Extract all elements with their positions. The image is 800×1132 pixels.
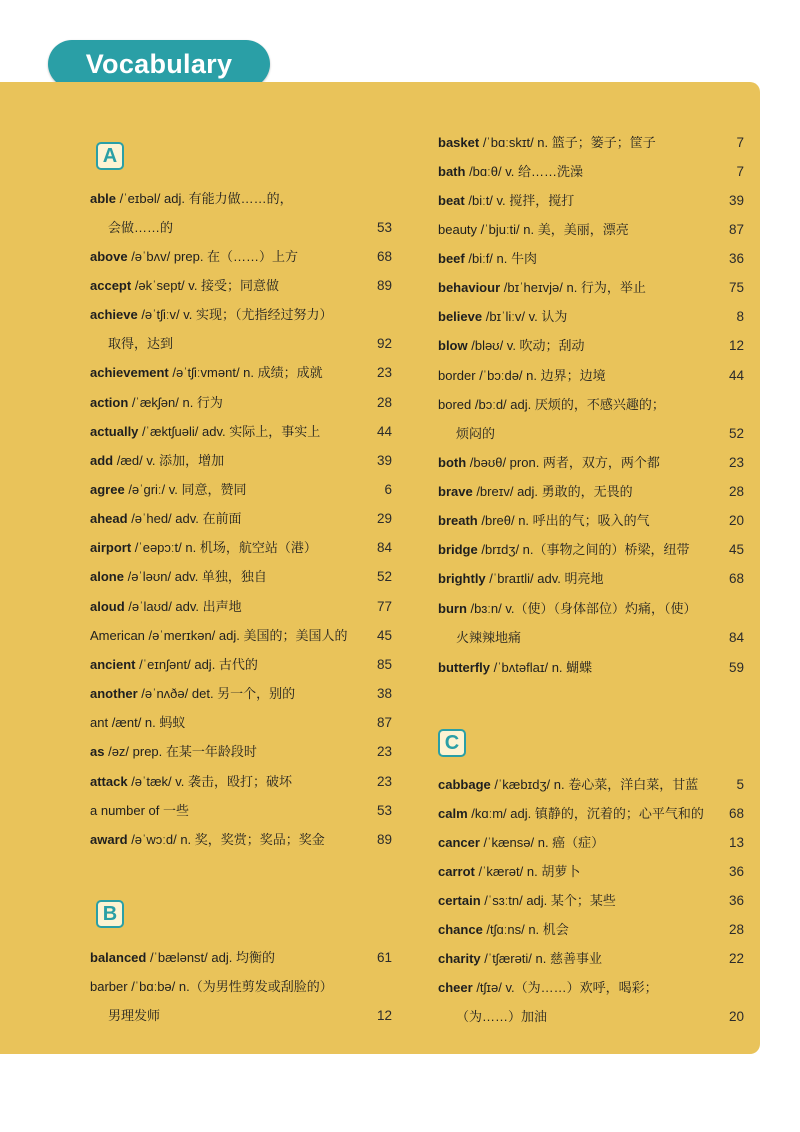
vocab-entry bbox=[90, 187, 392, 211]
entry-page-number: 23 bbox=[376, 774, 392, 789]
entry-page-number: 29 bbox=[376, 511, 392, 526]
vocab-entry bbox=[438, 480, 744, 504]
entry-page-number: 12 bbox=[728, 338, 744, 353]
entry-word: brightly bbox=[438, 571, 486, 586]
entry-text bbox=[90, 686, 295, 701]
entry-definition: /ˈbjuːti/ n. 美，美丽，漂亮 bbox=[477, 222, 629, 237]
entry-word: above bbox=[90, 249, 128, 264]
section-letter-c: C bbox=[438, 729, 466, 757]
entry-word: cancer bbox=[438, 835, 480, 850]
entry-text bbox=[438, 630, 521, 645]
entry-text bbox=[90, 569, 267, 584]
entry-definition: /əˈbʌv/ prep. 在（……）上方 bbox=[127, 249, 299, 264]
entry-page-number: 39 bbox=[376, 453, 392, 468]
vocab-entry bbox=[90, 595, 392, 619]
entry-definition: /ˈbʌtəflaɪ/ n. 蝴蝶 bbox=[490, 660, 593, 675]
entry-page-number: 5 bbox=[736, 777, 744, 792]
entry-text bbox=[90, 249, 298, 264]
entry-page-number: 20 bbox=[728, 1009, 744, 1024]
entry-text bbox=[438, 455, 660, 470]
entry-page-number: 52 bbox=[728, 426, 744, 441]
vocab-entry bbox=[438, 831, 744, 855]
entry-page-number: 20 bbox=[728, 513, 744, 528]
entry-page-number: 53 bbox=[376, 220, 392, 235]
entry-text bbox=[438, 426, 495, 441]
entry-definition: /tʃɑːns/ n. 机会 bbox=[482, 922, 569, 937]
entry-definition: /kɑːm/ adj. 镇静的，沉着的；心平气和的 bbox=[467, 806, 704, 821]
entry-page-number: 28 bbox=[728, 922, 744, 937]
entry-word: border bbox=[438, 368, 476, 383]
vocab-entry bbox=[438, 918, 744, 942]
entry-text bbox=[90, 774, 292, 789]
entry-text bbox=[438, 777, 698, 792]
entry-page-number: 87 bbox=[376, 715, 392, 730]
entry-definition: /ˈkæbɪdʒ/ n. 卷心菜，洋白菜，甘蓝 bbox=[490, 777, 699, 792]
entry-page-number: 28 bbox=[728, 484, 744, 499]
entry-definition: /ˈbraɪtli/ adv. 明亮地 bbox=[485, 571, 604, 586]
vocab-entry bbox=[438, 276, 744, 300]
entry-text bbox=[438, 397, 665, 412]
entry-definition: /ˈtʃærəti/ n. 慈善事业 bbox=[480, 951, 602, 966]
entry-word: chance bbox=[438, 922, 483, 937]
entry-definition: /əˈtʃiːvmənt/ n. 成绩；成就 bbox=[168, 365, 323, 380]
vocab-entry bbox=[438, 567, 744, 591]
entry-word: bored bbox=[438, 397, 472, 412]
entry-text bbox=[90, 657, 258, 672]
entry-definition: /ˈeɪbəl/ adj. 有能力做……的， bbox=[116, 191, 293, 206]
vocab-entry bbox=[438, 131, 744, 155]
vocab-entry bbox=[90, 682, 392, 706]
entry-definition: 烦闷的 bbox=[456, 426, 496, 441]
vocab-entry bbox=[438, 773, 744, 797]
entry-word: alone bbox=[90, 569, 124, 584]
entry-definition: /əkˈsept/ v. 接受；同意做 bbox=[131, 278, 280, 293]
entry-text bbox=[438, 135, 656, 150]
entry-word: American bbox=[90, 628, 145, 643]
entry-page-number: 68 bbox=[376, 249, 392, 264]
entry-word: add bbox=[90, 453, 114, 468]
entry-definition: /ˈækʃən/ n. 行为 bbox=[128, 395, 223, 410]
entry-word: beauty bbox=[438, 222, 478, 237]
entry-definition: /æd/ v. 添加，增加 bbox=[113, 453, 225, 468]
entry-word: barber bbox=[90, 979, 128, 994]
entry-page-number: 89 bbox=[376, 832, 392, 847]
entry-text bbox=[438, 571, 603, 586]
entry-page-number: 52 bbox=[376, 569, 392, 584]
vocab-entry bbox=[90, 449, 392, 473]
entry-page-number: 6 bbox=[384, 482, 392, 497]
entry-word: ahead bbox=[90, 511, 128, 526]
entry-page-number: 84 bbox=[376, 540, 392, 555]
entry-definition: /əˈnʌðə/ det. 另一个，别的 bbox=[137, 686, 296, 701]
entry-definition: /bɔːd/ adj. 厌烦的，不感兴趣的； bbox=[471, 397, 665, 412]
entry-page-number: 45 bbox=[728, 542, 744, 557]
entry-definition: /ˈkænsə/ n. 癌（症） bbox=[479, 835, 605, 850]
entry-definition: /əz/ prep. 在某一年龄段时 bbox=[104, 744, 257, 759]
entry-word: cheer bbox=[438, 980, 473, 995]
vocab-entry bbox=[438, 889, 744, 913]
entry-page-number: 84 bbox=[728, 630, 744, 645]
entry-definition: 取得，达到 bbox=[108, 336, 174, 351]
entry-definition: /ˈbɑːbə/ n.（为男性剪发或刮脸的） bbox=[127, 979, 333, 994]
entry-text bbox=[90, 950, 275, 965]
entry-page-number: 7 bbox=[736, 135, 744, 150]
entry-text bbox=[438, 484, 633, 499]
entry-word: achievement bbox=[90, 365, 169, 380]
entry-definition: /tʃɪə/ v.（为……）欢呼，喝彩； bbox=[472, 980, 658, 995]
entry-word: bath bbox=[438, 164, 466, 179]
entry-text bbox=[438, 542, 690, 557]
entry-page-number: 39 bbox=[728, 193, 744, 208]
entry-page-number: 87 bbox=[728, 222, 744, 237]
vocab-entry bbox=[438, 509, 744, 533]
entry-definition: /biːf/ n. 牛肉 bbox=[464, 251, 537, 266]
entry-word: breath bbox=[438, 513, 478, 528]
entry-definition: /əˈhed/ adv. 在前面 bbox=[127, 511, 242, 526]
entry-page-number: 61 bbox=[376, 950, 392, 965]
entry-text bbox=[90, 336, 173, 351]
entry-text bbox=[90, 424, 320, 439]
entry-text bbox=[90, 803, 189, 818]
entry-definition: /bəʊθ/ pron. 两者，双方，两个都 bbox=[466, 455, 660, 470]
vocab-entry bbox=[90, 332, 392, 356]
entry-text bbox=[438, 660, 592, 675]
vocab-entry bbox=[90, 975, 392, 999]
entry-page-number: 44 bbox=[376, 424, 392, 439]
entry-definition: /ˈbɑːskɪt/ n. 篮子；篓子；筐子 bbox=[479, 135, 656, 150]
entry-word: attack bbox=[90, 774, 128, 789]
vocab-entry bbox=[90, 711, 392, 735]
vocab-entry bbox=[438, 364, 744, 388]
vocab-entry bbox=[90, 303, 392, 327]
vocab-entry bbox=[438, 218, 744, 242]
entry-definition: /ˈæktʃuəli/ adv. 实际上，事实上 bbox=[138, 424, 321, 439]
entry-text bbox=[438, 951, 602, 966]
entry-page-number: 22 bbox=[728, 951, 744, 966]
vocab-entry bbox=[90, 799, 392, 823]
vocab-entry bbox=[90, 391, 392, 415]
section-letter-b: B bbox=[96, 900, 124, 928]
page-title: Vocabulary bbox=[48, 40, 270, 88]
entry-text bbox=[90, 278, 279, 293]
entry-page-number: 23 bbox=[376, 744, 392, 759]
entry-page-number: 68 bbox=[728, 806, 744, 821]
vocab-entry bbox=[438, 422, 744, 446]
vocab-entry bbox=[438, 860, 744, 884]
entry-text bbox=[90, 365, 323, 380]
section-letter-a: A bbox=[96, 142, 124, 170]
entry-text bbox=[438, 193, 574, 208]
vocab-entry bbox=[90, 536, 392, 560]
entry-page-number: 13 bbox=[728, 835, 744, 850]
entry-definition: /əˈwɔːd/ n. 奖，奖赏；奖品；奖金 bbox=[127, 832, 325, 847]
entry-page-number: 75 bbox=[728, 280, 744, 295]
vocab-entry bbox=[438, 976, 744, 1000]
entry-page-number: 68 bbox=[728, 571, 744, 586]
entry-word: actually bbox=[90, 424, 139, 439]
entry-definition: /brɪdʒ/ n.（事物之间的）桥梁，纽带 bbox=[477, 542, 690, 557]
entry-page-number: 28 bbox=[376, 395, 392, 410]
entry-definition: /ˈbɔːdə/ n. 边界；边境 bbox=[475, 368, 606, 383]
vocab-entry bbox=[438, 802, 744, 826]
entry-page-number: 38 bbox=[376, 686, 392, 701]
vocab-entry bbox=[90, 770, 392, 794]
entry-word: burn bbox=[438, 601, 467, 616]
entry-page-number: 36 bbox=[728, 864, 744, 879]
entry-text bbox=[90, 453, 224, 468]
entry-word: achieve bbox=[90, 307, 138, 322]
entry-definition: /əˈgriː/ v. 同意，赞同 bbox=[124, 482, 247, 497]
entry-definition: /bləʊ/ v. 吹动；刮动 bbox=[467, 338, 585, 353]
vocab-entry bbox=[438, 1005, 744, 1029]
entry-word: brave bbox=[438, 484, 473, 499]
page-footer bbox=[746, 1084, 754, 1101]
entry-word: airport bbox=[90, 540, 132, 555]
vocab-entry bbox=[438, 305, 744, 329]
entry-word: behaviour bbox=[438, 280, 501, 295]
entry-definition: /biːt/ v. 搅拌，搅打 bbox=[464, 193, 575, 208]
vocab-entry bbox=[438, 538, 744, 562]
entry-text bbox=[438, 164, 583, 179]
entry-page-number: 77 bbox=[376, 599, 392, 614]
entry-text bbox=[90, 715, 185, 730]
entry-definition: /bɜːn/ v.（使）（身体部位）灼痛，（使） bbox=[466, 601, 697, 616]
entry-word: aloud bbox=[90, 599, 125, 614]
vocab-entry bbox=[90, 624, 392, 648]
vocab-entry bbox=[438, 393, 744, 417]
entry-text bbox=[438, 835, 604, 850]
entry-definition: 火辣辣地痛 bbox=[456, 630, 522, 645]
entry-definition: /bɪˈheɪvjə/ n. 行为，举止 bbox=[500, 280, 646, 295]
entry-word: beef bbox=[438, 251, 465, 266]
vocab-entry bbox=[438, 947, 744, 971]
entry-definition: /bɪˈliːv/ v. 认为 bbox=[482, 309, 568, 324]
entry-text bbox=[90, 307, 332, 322]
entry-word: carrot bbox=[438, 864, 475, 879]
entry-definition: /breɪv/ adj. 勇敢的，无畏的 bbox=[472, 484, 633, 499]
entry-text bbox=[90, 511, 242, 526]
entry-definition: /əˈlaʊd/ adv. 出声地 bbox=[124, 599, 242, 614]
entry-page-number: 7 bbox=[736, 164, 744, 179]
vocab-entry bbox=[438, 189, 744, 213]
entry-page-number: 12 bbox=[376, 1008, 392, 1023]
vocab-entry bbox=[90, 274, 392, 298]
vocab-entry bbox=[90, 361, 392, 385]
entry-text bbox=[438, 1009, 547, 1024]
entry-text bbox=[438, 980, 658, 995]
entry-word: another bbox=[90, 686, 138, 701]
entry-text bbox=[90, 395, 223, 410]
entry-text bbox=[438, 601, 697, 616]
entry-word: basket bbox=[438, 135, 480, 150]
entry-word: ancient bbox=[90, 657, 136, 672]
entry-page-number: 23 bbox=[376, 365, 392, 380]
entry-text bbox=[438, 222, 629, 237]
entry-word: blow bbox=[438, 338, 468, 353]
entry-word: bridge bbox=[438, 542, 478, 557]
entry-word: both bbox=[438, 455, 467, 470]
entry-word: ant bbox=[90, 715, 109, 730]
entry-page-number: 85 bbox=[376, 657, 392, 672]
entry-text bbox=[90, 191, 293, 206]
entry-word: able bbox=[90, 191, 117, 206]
entry-word: calm bbox=[438, 806, 468, 821]
entry-word: butterfly bbox=[438, 660, 490, 675]
vocab-entry bbox=[90, 740, 392, 764]
vocab-entry bbox=[90, 420, 392, 444]
entry-text bbox=[438, 338, 585, 353]
entry-word: beat bbox=[438, 193, 465, 208]
vocab-entry bbox=[438, 334, 744, 358]
entry-word: accept bbox=[90, 278, 132, 293]
entry-page-number: 59 bbox=[728, 660, 744, 675]
entry-text bbox=[90, 832, 325, 847]
entry-word: believe bbox=[438, 309, 483, 324]
vocab-entry bbox=[90, 565, 392, 589]
entry-definition: 一些 bbox=[159, 803, 189, 818]
entry-page-number: 36 bbox=[728, 893, 744, 908]
entry-definition: /breθ/ n. 呼出的气；吸入的气 bbox=[477, 513, 650, 528]
entry-definition: /əˈtʃiːv/ v. 实现；（尤指经过努力） bbox=[137, 307, 333, 322]
entry-text bbox=[90, 628, 347, 643]
entry-definition: /ˈeɪnʃənt/ adj. 古代的 bbox=[135, 657, 258, 672]
entry-text bbox=[90, 744, 257, 759]
entry-page-number: 45 bbox=[376, 628, 392, 643]
entry-definition: /əˈləʊn/ adv. 单独，独自 bbox=[123, 569, 267, 584]
entry-word: a number of bbox=[90, 803, 160, 818]
entry-text bbox=[90, 220, 173, 235]
entry-definition: /əˈtæk/ v. 袭击，殴打；破坏 bbox=[127, 774, 293, 789]
entry-definition: /ˈkærət/ n. 胡萝卜 bbox=[474, 864, 581, 879]
entry-page-number: 44 bbox=[728, 368, 744, 383]
entry-word: agree bbox=[90, 482, 125, 497]
entry-word: action bbox=[90, 395, 129, 410]
entry-page-number: 23 bbox=[728, 455, 744, 470]
entry-definition: /ˈeəpɔːt/ n. 机场，航空站（港） bbox=[131, 540, 317, 555]
entry-text bbox=[438, 368, 606, 383]
vocab-entry bbox=[438, 247, 744, 271]
entry-definition: /ænt/ n. 蚂蚁 bbox=[108, 715, 186, 730]
entry-text bbox=[90, 599, 242, 614]
entry-word: award bbox=[90, 832, 128, 847]
vocab-entry bbox=[438, 626, 744, 650]
vocab-entry bbox=[90, 946, 392, 970]
entry-definition: 会做……的 bbox=[108, 220, 174, 235]
entry-definition: 男理发师 bbox=[108, 1008, 161, 1023]
entry-text bbox=[90, 540, 317, 555]
entry-text bbox=[438, 806, 704, 821]
entry-word: charity bbox=[438, 951, 481, 966]
entry-definition: /ˈsɜːtn/ adj. 某个；某些 bbox=[480, 893, 616, 908]
vocab-entry bbox=[90, 1004, 392, 1028]
vocab-entry bbox=[438, 597, 744, 621]
entry-page-number: 53 bbox=[376, 803, 392, 818]
entry-definition: /ˈbælənst/ adj. 均衡的 bbox=[146, 950, 275, 965]
entry-text bbox=[438, 922, 569, 937]
entry-word: cabbage bbox=[438, 777, 491, 792]
entry-definition: /bɑːθ/ v. 给……洗澡 bbox=[465, 164, 583, 179]
vocab-entry bbox=[90, 478, 392, 502]
entry-word: balanced bbox=[90, 950, 147, 965]
entry-text bbox=[438, 251, 537, 266]
entry-page-number: 8 bbox=[736, 309, 744, 324]
entry-text bbox=[438, 864, 580, 879]
entry-text bbox=[90, 1008, 160, 1023]
entry-word: as bbox=[90, 744, 105, 759]
entry-page-number: 92 bbox=[376, 336, 392, 351]
entry-text bbox=[438, 280, 646, 295]
entry-definition: /əˈmerɪkən/ adj. 美国的；美国人的 bbox=[144, 628, 348, 643]
vocab-entry bbox=[90, 507, 392, 531]
vocab-entry bbox=[438, 656, 744, 680]
entry-page-number: 89 bbox=[376, 278, 392, 293]
entry-definition: （为……）加油 bbox=[456, 1009, 548, 1024]
entry-page-number: 36 bbox=[728, 251, 744, 266]
vocab-entry bbox=[438, 451, 744, 475]
vocab-entry bbox=[90, 828, 392, 852]
entry-text bbox=[438, 513, 650, 528]
entry-text bbox=[438, 309, 567, 324]
vocab-entry bbox=[90, 216, 392, 240]
vocab-entry bbox=[90, 245, 392, 269]
entry-text bbox=[90, 979, 333, 994]
entry-text bbox=[90, 482, 247, 497]
entry-text bbox=[438, 893, 616, 908]
vocab-entry bbox=[90, 653, 392, 677]
vocab-entry bbox=[438, 160, 744, 184]
entry-word: certain bbox=[438, 893, 481, 908]
